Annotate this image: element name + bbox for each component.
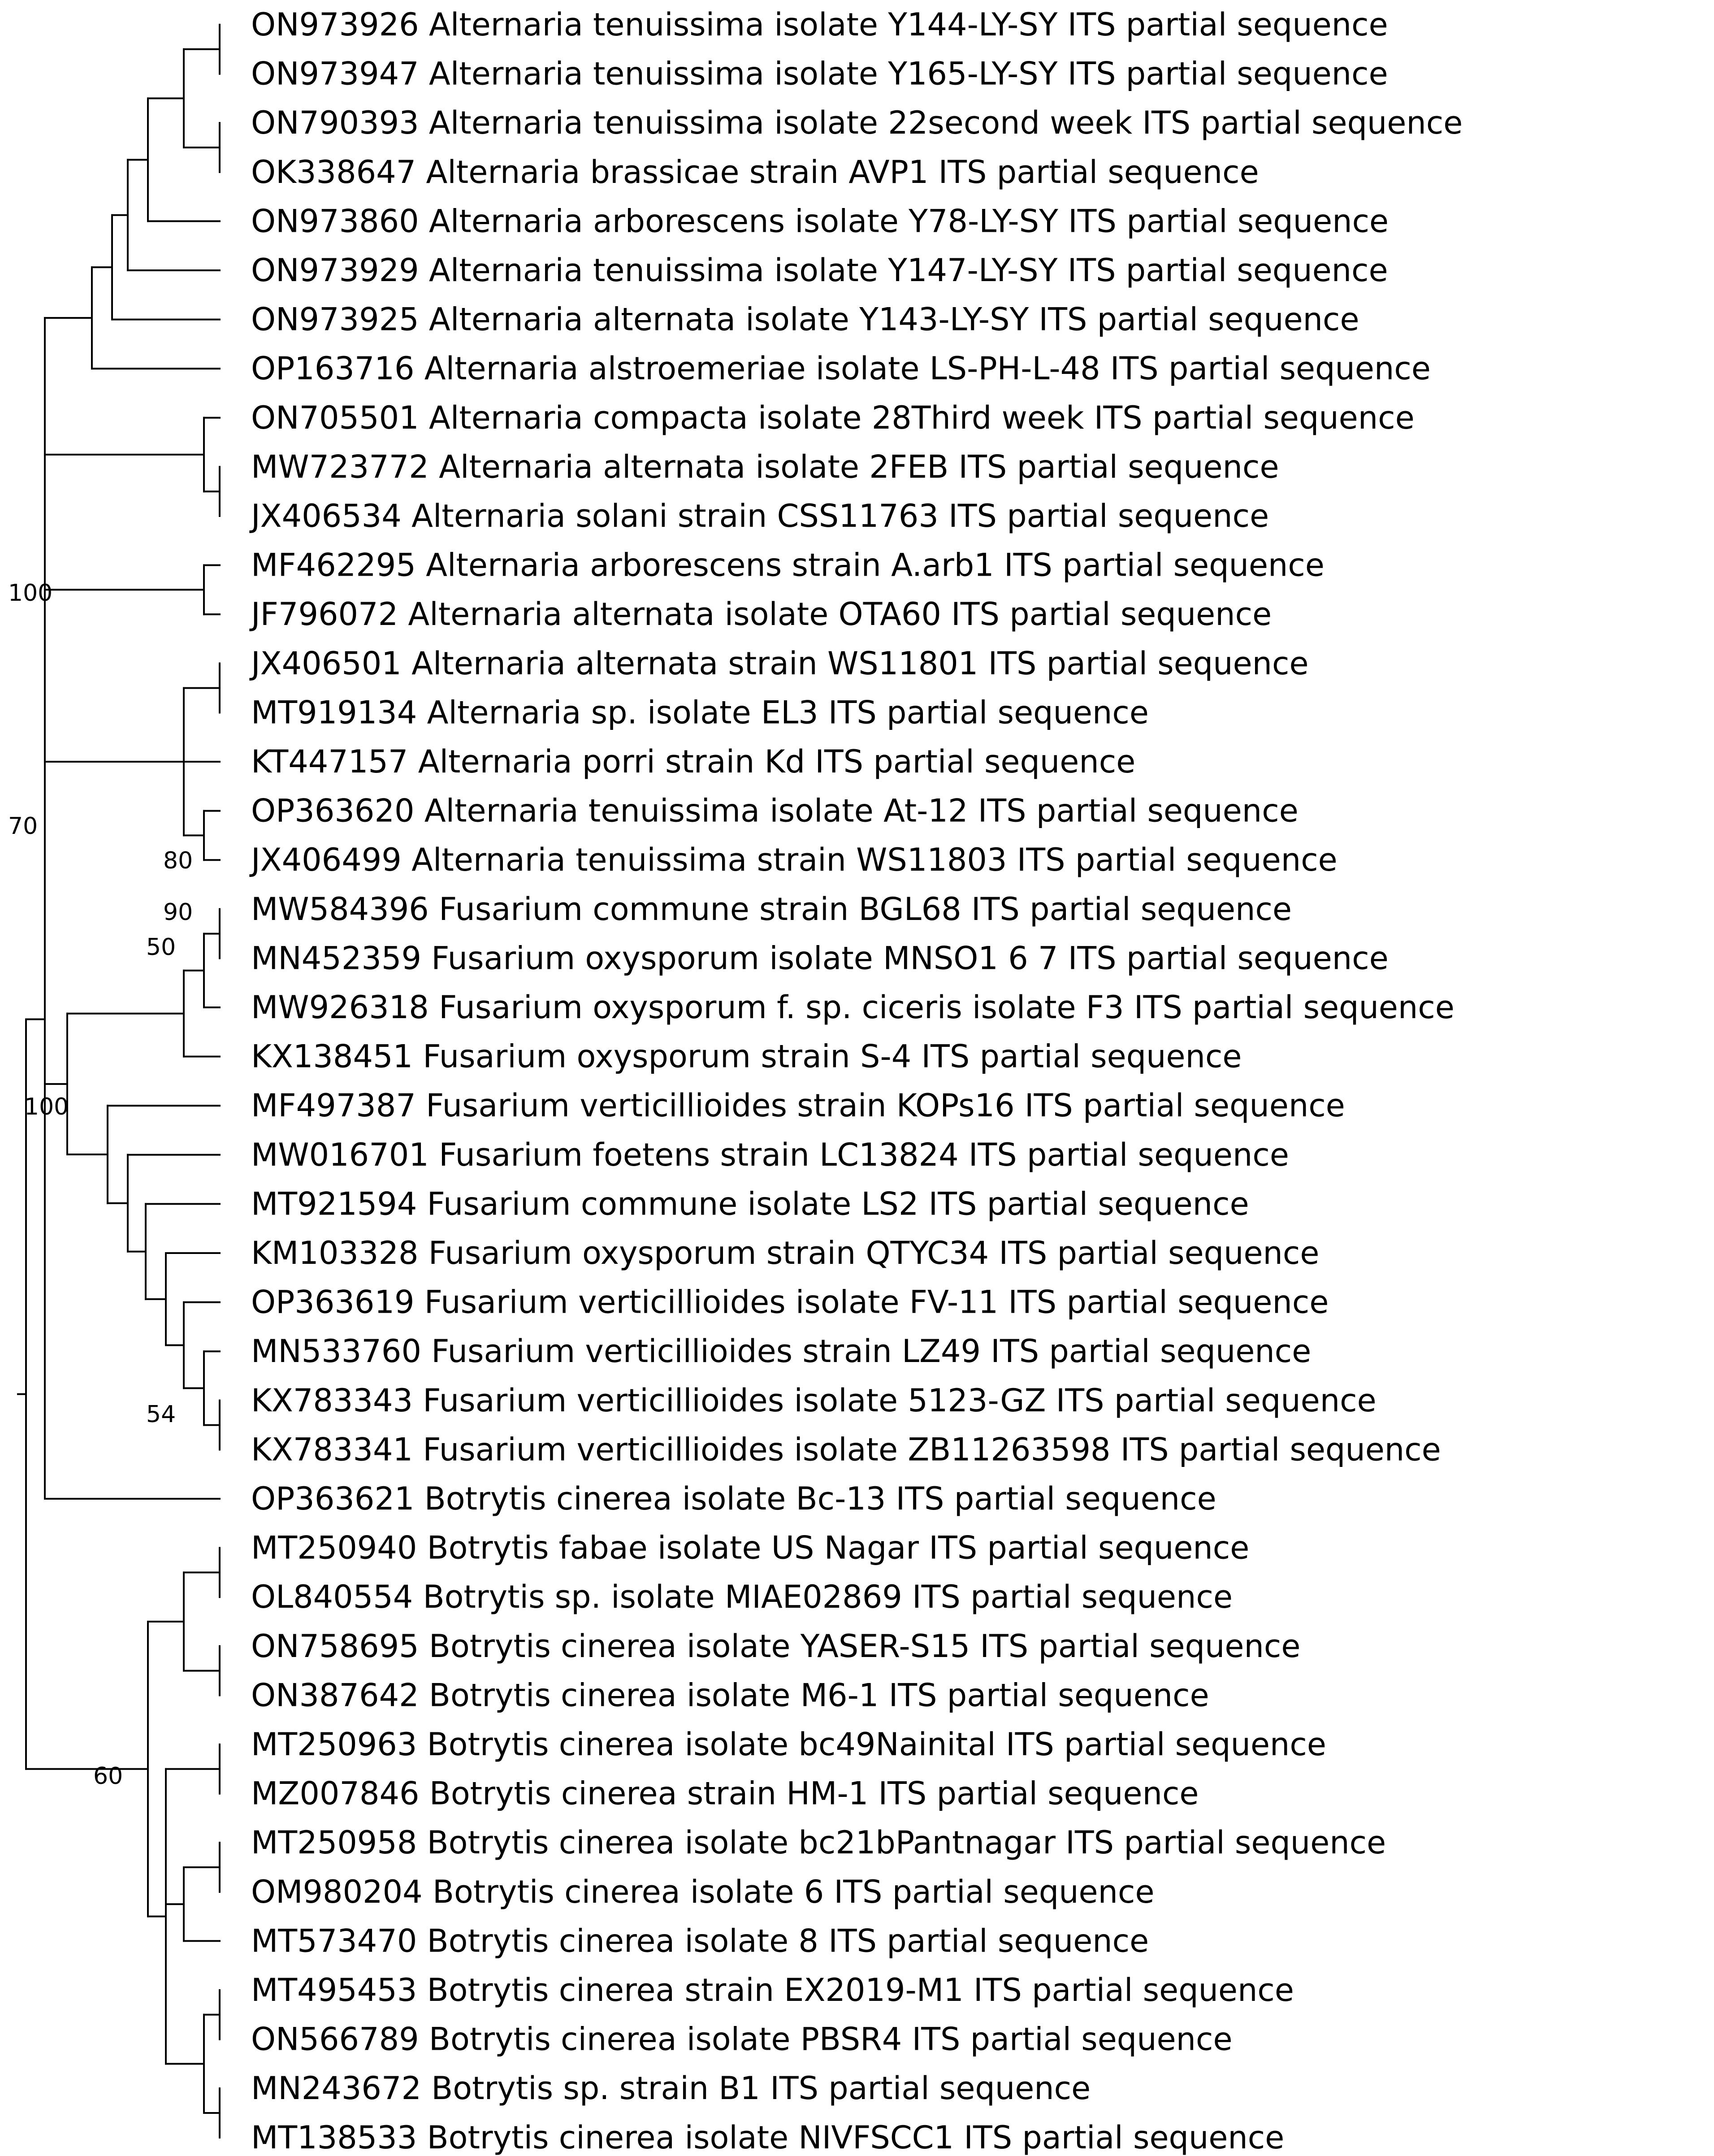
- leaf-label: MW723772 Alternaria alternata isolate 2FEB ITS partial sequence: [251, 448, 1279, 486]
- leaf-label: MW584396 Fusarium commune strain BGL68 ITS partial sequence: [251, 890, 1292, 928]
- leaf-label: MT250958 Botrytis cinerea isolate bc21bPantnagar ITS partial sequence: [251, 1824, 1386, 1861]
- support-value-alternaria-fusarium-clade: 70: [8, 813, 38, 840]
- leaf-label: JF796072 Alternaria alternata isolate OTA60 ITS partial sequence: [251, 596, 1272, 633]
- leaf-label: KX783341 Fusarium verticillioides isolate ZB11263598 ITS partial sequence: [251, 1431, 1441, 1468]
- leaf-label: MT250963 Botrytis cinerea isolate bc49Nainital ITS partial sequence: [251, 1726, 1326, 1763]
- leaf-label: OP363621 Botrytis cinerea isolate Bc-13 ITS partial sequence: [251, 1480, 1216, 1517]
- leaf-label: MT495453 Botrytis cinerea strain EX2019-M1 ITS partial sequence: [251, 1972, 1294, 2009]
- leaf-label: MN452359 Fusarium oxysporum isolate MNSO1 6 7 ITS partial sequence: [251, 940, 1389, 977]
- leaf-label: MW926318 Fusarium oxysporum f. sp. ciceris isolate F3 ITS partial sequence: [251, 989, 1454, 1026]
- leaf-labels: [249, 6, 1463, 2156]
- leaf-label: ON973926 Alternaria tenuissima isolate Y144-LY-SY ITS partial sequence: [251, 6, 1388, 43]
- leaf-label: MT573470 Botrytis cinerea isolate 8 ITS partial sequence: [251, 1922, 1149, 1960]
- leaf-label: ON973925 Alternaria alternata isolate Y143-LY-SY ITS partial sequence: [251, 301, 1359, 338]
- leaf-label: KX783343 Fusarium verticillioides isolate 5123-GZ ITS partial sequence: [251, 1382, 1376, 1419]
- leaf-label: MT138533 Botrytis cinerea isolate NIVFSCC1 ITS partial sequence: [251, 2119, 1285, 2156]
- leaf-label: KT447157 Alternaria porri strain Kd ITS partial sequence: [251, 743, 1136, 780]
- leaf-label: OP163716 Alternaria alstroemeriae isolate LS-PH-L-48 ITS partial sequence: [251, 350, 1431, 387]
- support-value-alternaria-clade: 100: [8, 580, 53, 607]
- support-value-fusarium-clade: 100: [24, 1093, 69, 1120]
- leaf-label: ON758695 Botrytis cinerea isolate YASER-S15 ITS partial sequence: [251, 1627, 1301, 1665]
- leaf-label: MT250940 Botrytis fabae isolate US Nagar ITS partial sequence: [251, 1529, 1250, 1566]
- leaf-label: ON790393 Alternaria tenuissima isolate 22second week ITS partial sequence: [251, 104, 1463, 142]
- leaf-label: JX406499 Alternaria tenuissima strain WS11803 ITS partial sequence: [251, 842, 1337, 879]
- leaf-label: MT919134 Alternaria sp. isolate EL3 ITS partial sequence: [251, 694, 1149, 731]
- leaf-label: OP363619 Fusarium verticillioides isolate FV-11 ITS partial sequence: [251, 1284, 1329, 1321]
- leaf-label: MN533760 Fusarium verticillioides strain LZ49 ITS partial sequence: [251, 1333, 1311, 1370]
- leaf-label: MN243672 Botrytis sp. strain B1 ITS partial sequence: [251, 2070, 1091, 2107]
- support-value-mw584396-pair: 90: [163, 899, 193, 926]
- leaf-label: MF497387 Fusarium verticillioides strain KOPs16 ITS partial sequence: [251, 1087, 1345, 1124]
- leaf-label: KX138451 Fusarium oxysporum strain S-4 ITS partial sequence: [251, 1038, 1242, 1075]
- leaf-label: OK338647 Alternaria brassicae strain AVP1 ITS partial sequence: [251, 153, 1259, 191]
- tree-branches: [18, 25, 220, 2138]
- leaf-label: MT921594 Fusarium commune isolate LS2 ITS partial sequence: [251, 1185, 1249, 1223]
- support-value-kx783343-pair: 54: [146, 1401, 176, 1428]
- support-value-botrytis-clade: 60: [93, 1763, 123, 1790]
- leaf-label: ON566789 Botrytis cinerea isolate PBSR4 ITS partial sequence: [251, 2021, 1233, 2058]
- leaf-label: JX406501 Alternaria alternata strain WS11801 ITS partial sequence: [251, 645, 1309, 682]
- leaf-label: ON387642 Botrytis cinerea isolate M6-1 ITS partial sequence: [251, 1677, 1209, 1714]
- leaf-label: KM103328 Fusarium oxysporum strain QTYC34 ITS partial sequence: [251, 1235, 1320, 1271]
- leaf-label: MF462295 Alternaria arborescens strain A.arb1 ITS partial sequence: [251, 547, 1324, 584]
- leaf-label: ON973860 Alternaria arborescens isolate Y78-LY-SY ITS partial sequence: [251, 203, 1389, 240]
- leaf-label: JX406534 Alternaria solani strain CSS11763 ITS partial sequence: [251, 498, 1269, 534]
- leaf-label: OM980204 Botrytis cinerea isolate 6 ITS partial sequence: [251, 1873, 1155, 1910]
- leaf-label: ON973929 Alternaria tenuissima isolate Y147-LY-SY ITS partial sequence: [251, 252, 1388, 289]
- leaf-label: ON973947 Alternaria tenuissima isolate Y165-LY-SY ITS partial sequence: [251, 55, 1388, 92]
- leaf-label: MW016701 Fusarium foetens strain LC13824 ITS partial sequence: [251, 1136, 1289, 1173]
- leaf-label: MZ007846 Botrytis cinerea strain HM-1 ITS partial sequence: [251, 1775, 1199, 1812]
- leaf-label: OL840554 Botrytis sp. isolate MIAE02869 ITS partial sequence: [251, 1579, 1233, 1616]
- leaf-label: ON705501 Alternaria compacta isolate 28Third week ITS partial sequence: [251, 399, 1415, 436]
- leaf-label: OP363620 Alternaria tenuissima isolate At-12 ITS partial sequence: [251, 792, 1298, 829]
- support-value-jx406499-group: 80: [163, 847, 193, 874]
- support-value-fusarium-oxysporum-group: 50: [146, 934, 176, 961]
